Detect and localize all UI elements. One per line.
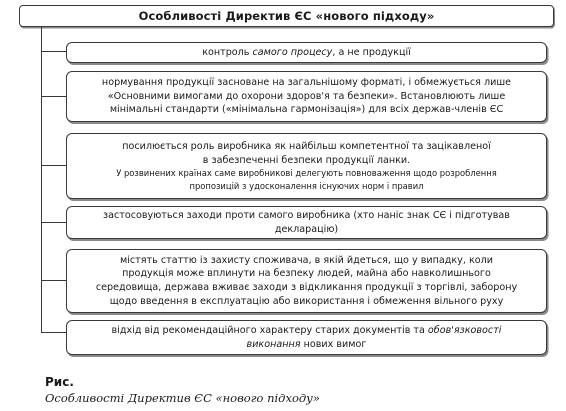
- feature-box-5: [66, 249, 547, 313]
- feature-text-line: [112, 324, 502, 338]
- text-run: декларацію): [274, 223, 339, 235]
- feature-text-line: [122, 140, 491, 154]
- feature-text-line: [275, 223, 338, 237]
- text-run: містять статтю із захисту споживача, в якій йдеться, що у випадку, коли: [120, 254, 493, 266]
- feature-box-3: [66, 133, 547, 199]
- text-run: застосовуються заходи проти самого виробника (хто наніс знак СЄ і підготував: [103, 209, 510, 221]
- connector-line: [41, 165, 66, 166]
- feature-text-line: [110, 103, 503, 117]
- figure-caption: Особливості Директив ЄС «нового підходу»: [45, 391, 320, 405]
- connector-line: [41, 51, 66, 52]
- feature-box-2: [66, 71, 547, 122]
- connector-line: [41, 280, 66, 281]
- feature-text-line: [102, 76, 511, 90]
- text-run: У розвинених країнах саме виробникові делегують повноваження щодо розроблення: [116, 168, 497, 179]
- feature-text-line: [108, 90, 505, 104]
- text-run: відхід від рекомендаційного характеру старих документів та: [111, 324, 428, 336]
- text-run: пропозицій з удосконалення існуючих норм і правил: [189, 180, 424, 191]
- feature-text-line: [247, 338, 367, 352]
- feature-text-line: [120, 254, 493, 268]
- text-run: , а не продукції: [332, 46, 411, 58]
- emphasis-text: самого процесу: [252, 46, 333, 58]
- feature-note-line: [189, 180, 423, 192]
- connector-line: [41, 222, 66, 223]
- text-run: контроль: [202, 46, 253, 58]
- feature-note-line: [116, 167, 497, 179]
- emphasis-text: виконання: [246, 338, 301, 350]
- text-run: середовища, держава вживає заходи з відкликання продукції з торгівлі, заборону: [95, 282, 518, 293]
- text-run: посилюється роль виробника як найбільш компетентної та зацікавленої: [122, 141, 491, 153]
- feature-text-line: [122, 267, 491, 281]
- emphasis-text: обов'язковості: [427, 324, 502, 336]
- text-run: «Основними вимогами до охорони здоров'я та безпеки». Встановлюють лише: [107, 90, 506, 102]
- feature-box-1: [66, 42, 547, 63]
- text-run: нормування продукції засноване на загальнішому форматі, і обмежується лише: [101, 77, 512, 89]
- feature-text-line: [203, 154, 410, 168]
- feature-text-line: [96, 281, 517, 295]
- text-run: щодо введення в експлуатацію або використання і обмеження вільного руху: [109, 295, 504, 307]
- text-run: продукція може вплинути на безпеку людей, майна або навколишнього: [122, 268, 491, 280]
- figure-label: Рис.: [45, 375, 74, 389]
- feature-box-4: [66, 206, 547, 239]
- connector-line: [41, 332, 66, 333]
- feature-text-line: [202, 46, 411, 60]
- feature-box-6: [66, 320, 547, 355]
- text-run: мінімальні стандарти («мінімальна гармонізація») для всіх держав-членів ЄС: [109, 104, 504, 116]
- diagram-spine-line: [41, 27, 42, 332]
- feature-text-line: [110, 295, 504, 309]
- connector-line: [41, 96, 66, 97]
- feature-text-line: [103, 209, 510, 223]
- diagram-title: Особливості Директив ЄС «нового підходу»: [19, 5, 554, 27]
- text-run: нових вимог: [300, 338, 367, 350]
- text-run: в забезпеченні безпеки продукції ланки.: [202, 154, 411, 166]
